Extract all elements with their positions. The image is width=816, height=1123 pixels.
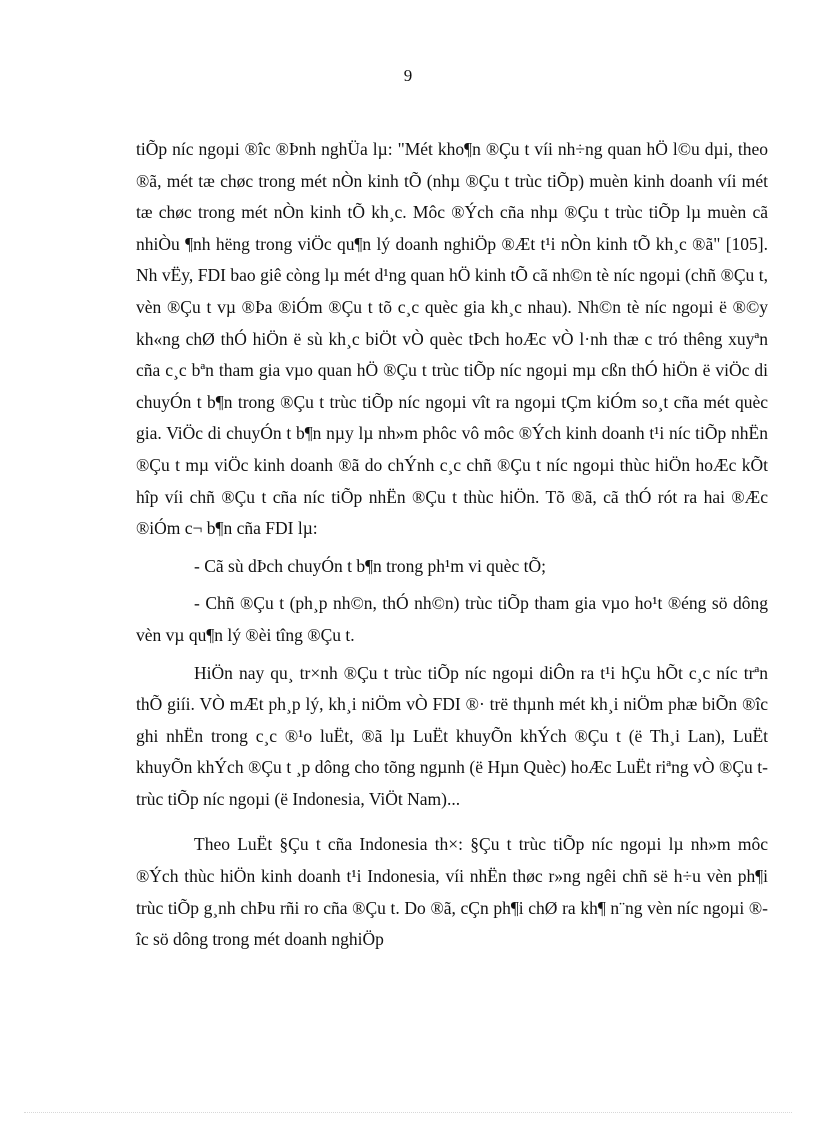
paragraph-legal-concept: HiÖn nay qu¸ tr×nh ®Çu t trùc tiÕp níc ngoµi diÔn ra t¹i hÇu hÕt c¸c níc trªn thÕ giíi. VÒ mÆt ph¸p lý, kh¸i niÖm vÒ FDI ®· trë thµnh mét kh¸i niÖm phæ biÕn ®îc ghi nhËn trong c¸c ®¹o luËt, ®ã lµ LuËt khuyÕn khÝch ®Çu t (ë Th¸i Lan), LuËt khuyÕn khÝch ®Çu t ¸p dông cho tõng ngµnh (ë Hµn Quèc) hoÆc LuËt riªng vÒ ®Çu t trùc tiÕp níc ngoµi (ë Indonesia, ViÖt Nam)... [136,662,768,809]
paragraph-feature-investor-participation: - Chñ ®Çu t (ph¸p nh©n, thÓ nh©n) trùc tiÕp tham gia vµo ho¹t ®éng sö dông vèn vµ qu¶n lý ®èi tîng ®Çu t. [136,593,768,645]
page-number: 9 [403,66,413,85]
body-text [136,134,768,956]
paragraph-feature-capital-movement: - Cã sù dÞch chuyÓn t b¶n trong ph¹m vi quèc tÕ; [194,555,546,576]
page-bottom-divider [24,1112,792,1113]
paragraph-fdi-definition: tiÕp níc ngoµi ®îc ®Þnh nghÜa lµ: "Mét kho¶n ®Çu t víi nh÷ng quan hÖ l©u dµi, theo ®ã, mét tæ chøc trong mét nÒn kinh tÕ (nhµ ®Çu t trùc tiÕp) muèn kinh doanh víi mét tæ chøc trong mét nÒn kinh tÕ kh¸c. Môc ®Ých cña nhµ ®Çu t trùc tiÕp lµ muèn cã nhiÒu ¶nh hëng trong viÖc qu¶n lý doanh nghiÖp ®Æt t¹i nÒn kinh tÕ kh¸c ®ã" [105]. Nh vËy, FDI bao giê còng lµ mét d¹ng quan hÖ kinh tÕ cã nh©n tè níc ngoµi (chñ ®Çu t, vèn ®Çu t vµ ®Þa ®iÓm ®Çu t tõ c¸c quèc gia kh¸c nhau). Nh©n tè níc ngoµi ë ®©y kh«ng chØ thÓ hiÖn ë sù kh¸c biÖt vÒ quèc tÞch hoÆc vÒ l·nh thæ c tró thêng xuyªn cña c¸c bªn tham gia vµo quan hÖ ®Çu t trùc tiÕp níc ngoµi mµ cßn thÓ hiÖn ë viÖc di chuyÓn t b¶n trong ®Çu t trùc tiÕp níc ngoµi vît ra ngoµi tÇm kiÓm so¸t cña mét quèc gia. ViÖc di chuyÓn t b¶n nµy lµ nh»m phôc vô môc ®Ých kinh doanh t¹i níc tiÕp nhËn ®Çu t mµ viÖc kinh doanh ®ã do chÝnh c¸c chñ ®Çu t níc ngoµi thùc hiÖn hoÆc kÕt hîp víi chñ ®Çu t cña níc tiÕp nhËn ®Çu t thùc hiÖn. Tõ ®ã, cã thÓ rót ra hai ®Æc ®iÓm c¬ b¶n cña FDI lµ: [136,139,768,539]
paragraph-indonesia-law: Theo LuËt §Çu t cña Indonesia th×: §Çu t trùc tiÕp níc ngoµi lµ nh»m môc ®Ých thùc hiÖn kinh doanh t¹i Indonesia, víi nhËn thøc r»ng ngêi chñ së h÷u vèn ph¶i trùc tiÕp g¸nh chÞu rñi ro cña ®Çu t. Do ®ã, cÇn ph¶i chØ ra kh¶ n¨ng vèn níc ngoµi ®îc sö dông trong mét doanh nghiÖp [136,834,768,950]
